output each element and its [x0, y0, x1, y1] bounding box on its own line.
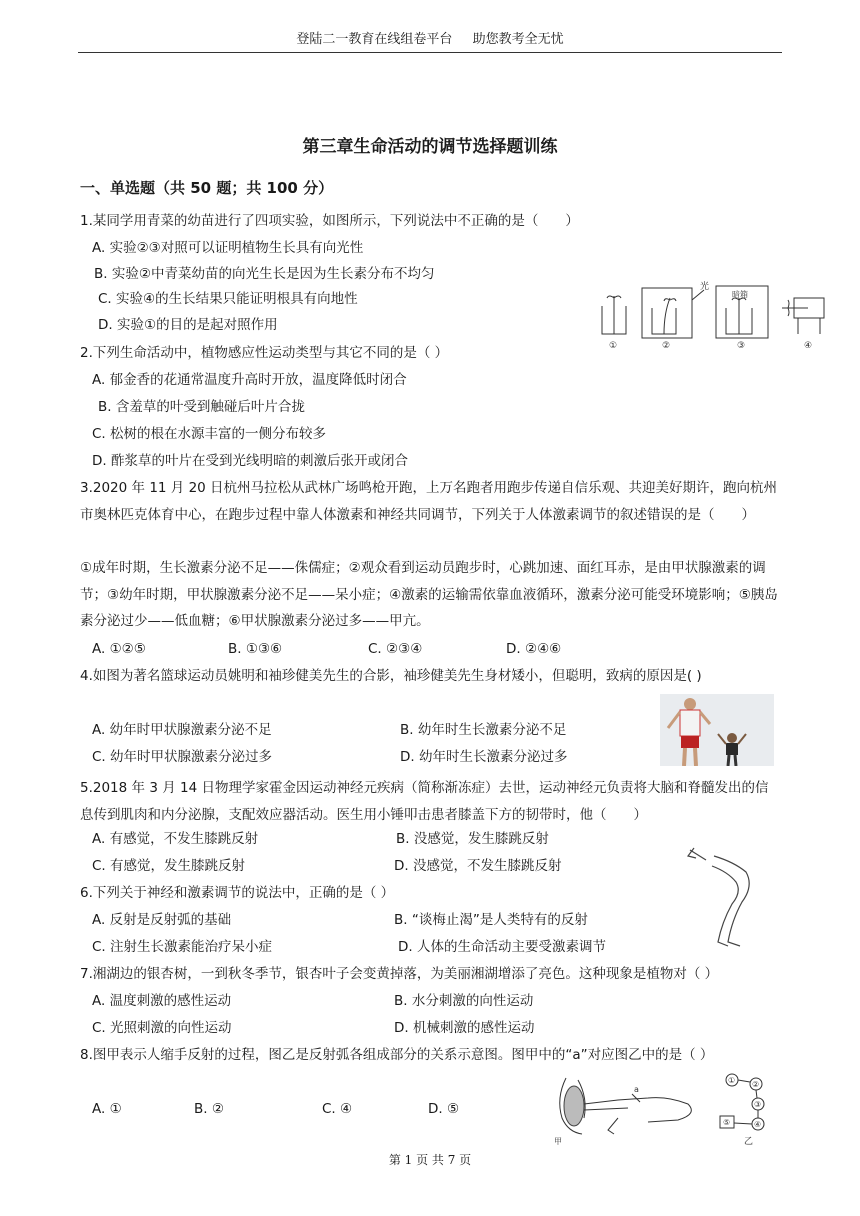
- page-footer: 第 1 页 共 7 页: [388, 1153, 472, 1167]
- q3-option-c[interactable]: C. ②③④: [368, 641, 423, 657]
- q1-stem: 1.某同学用青菜的幼苗进行了四项实验，如图所示，下列说法中不正确的是（ ）: [80, 213, 579, 229]
- q8-fig-label-3: ③: [754, 1100, 762, 1109]
- q5-option-d[interactable]: D. 没感觉，不发生膝跳反射: [394, 858, 562, 874]
- q5-stem: 5.2018 年 3 月 14 日物理学家霍金因运动神经元疾病（简称渐冻症）去世，运动神经元负责将大脑和脊髓发出的信息传到肌肉和内分泌腺，支配效应器活动。医生用小锤叩击患者膝盖下方的韧带时，他（ ）: [80, 780, 769, 823]
- platform-slogan: 助您教考全无忧: [472, 32, 564, 47]
- q6-option-a[interactable]: A. 反射是反射弧的基础: [92, 912, 232, 928]
- q1-option-c[interactable]: C. 实验④的生长结果只能证明根具有向地性: [98, 291, 358, 307]
- q1-seedling-figure: [596, 278, 834, 352]
- q5-knee-figure: [684, 842, 760, 950]
- q8-fig-label-5: ⑤: [723, 1118, 731, 1127]
- q4-stem: 4.如图为著名篮球运动员姚明和袖珍健美先生的合影，袖珍健美先生身材矮小，但聪明，致病的原因是( ): [80, 668, 702, 684]
- q5-option-b[interactable]: B. 没感觉，发生膝跳反射: [396, 831, 549, 847]
- q4-option-a[interactable]: A. 幼年时甲状腺激素分泌不足: [92, 722, 272, 738]
- q1-fig-label-2: ②: [662, 341, 671, 351]
- q3-option-b[interactable]: B. ①③⑥: [228, 641, 283, 657]
- q6-option-d[interactable]: D. 人体的生命活动主要受激素调节: [398, 939, 606, 955]
- section-heading: 一、单选题（共 50 题；共 100 分）: [80, 179, 334, 197]
- q2-option-d[interactable]: D. 酢浆草的叶片在受到光线明暗的刺激后张开或闭合: [92, 453, 408, 469]
- q7-option-b[interactable]: B. 水分刺激的向性运动: [394, 993, 534, 1009]
- q8-reflex-figure: [548, 1068, 776, 1146]
- q1-option-a[interactable]: A. 实验②③对照可以证明植物生长具有向光性: [92, 240, 364, 256]
- q7-stem: 7.湘湖边的银杏树，一到秋冬季节，银杏叶子会变黄掉落，为美丽湘湖增添了亮色。这种现象是植物对（ ）: [80, 966, 719, 982]
- q3-body: ①成年时期，生长激素分泌不足——侏儒症；②观众看到运动员跑步时，心跳加速、面红耳赤，是由甲状腺激素的调节；③幼年时期，甲状腺激素分泌不足——呆小症；④激素的运输需依靠血液循环，激素分泌可能受环境影响；⑤胰岛素分泌过少——低血糖；⑥甲状腺激素分泌过多——甲亢。: [80, 560, 778, 629]
- q4-option-b[interactable]: B. 幼年时生长激素分泌不足: [400, 722, 567, 738]
- q1-fig-label-3: ③: [737, 341, 746, 351]
- q7-option-c[interactable]: C. 光照刺激的向性运动: [92, 1020, 232, 1036]
- q8-stem: 8.图甲表示人缩手反射的过程，图乙是反射弧各组成部分的关系示意图。图甲中的“a”对应图乙中的是（ ）: [80, 1047, 714, 1063]
- q6-stem: 6.下列关于神经和激素调节的说法中，正确的是（ ）: [80, 885, 395, 901]
- q8-fig-label-yi: 乙: [744, 1137, 754, 1146]
- q7-option-a[interactable]: A. 温度刺激的感性运动: [92, 993, 232, 1009]
- q8-option-d[interactable]: D. ⑤: [428, 1101, 460, 1117]
- q5-option-c[interactable]: C. 有感觉，发生膝跳反射: [92, 858, 246, 874]
- q8-option-b[interactable]: B. ②: [194, 1101, 224, 1117]
- q3-stem: 3.2020 年 11 月 20 日杭州马拉松从武林广场鸣枪开跑，上万名跑者用跑步传递自信乐观、共迎美好期许，跑向杭州市奥林匹克体育中心，在跑步过程中靠人体激素和神经共同调节，下列关于人体激素调节的叙述错误的是（ ）: [80, 480, 778, 523]
- q5-option-a[interactable]: A. 有感觉，不发生膝跳反射: [92, 831, 259, 847]
- q8-fig-label-4: ④: [754, 1120, 762, 1129]
- q4-option-c[interactable]: C. 幼年时甲状腺激素分泌过多: [92, 749, 273, 765]
- page-header: [78, 30, 782, 53]
- q2-stem: 2.下列生命活动中，植物感应性运动类型与其它不同的是（ ）: [80, 345, 449, 361]
- q1-option-b[interactable]: B. 实验②中青菜幼苗的向光生长是因为生长素分布不均匀: [94, 266, 435, 282]
- q1-fig-label-1: ①: [609, 341, 618, 351]
- q1-fig-box-label: 暗箱: [732, 290, 748, 299]
- q4-photo: [660, 694, 774, 766]
- q1-fig-label-4: ④: [804, 341, 813, 351]
- q8-fig-label-a: a: [634, 1085, 639, 1094]
- platform-name: 登陆二一教育在线组卷平台: [296, 32, 453, 47]
- q2-option-c[interactable]: C. 松树的根在水源丰富的一侧分布较多: [92, 426, 327, 442]
- q2-option-b[interactable]: B. 含羞草的叶受到触碰后叶片合拢: [98, 399, 305, 415]
- q2-option-a[interactable]: A. 郁金香的花通常温度升高时开放，温度降低时闭合: [92, 372, 407, 388]
- q4-option-d[interactable]: D. 幼年时生长激素分泌过多: [400, 749, 568, 765]
- q1-option-d[interactable]: D. 实验①的目的是起对照作用: [98, 317, 278, 333]
- q8-fig-label-jia: 甲: [554, 1137, 562, 1146]
- q6-option-b[interactable]: B. “谈梅止渴”是人类特有的反射: [394, 912, 588, 928]
- q3-option-a[interactable]: A. ①②⑤: [92, 641, 146, 657]
- q8-fig-label-1: ①: [728, 1076, 736, 1085]
- q8-fig-label-2: ②: [752, 1080, 760, 1089]
- q1-fig-light-label: 光: [700, 282, 710, 292]
- q3-option-d[interactable]: D. ②④⑥: [506, 641, 562, 657]
- q8-option-c[interactable]: C. ④: [322, 1101, 353, 1117]
- q6-option-c[interactable]: C. 注射生长激素能治疗呆小症: [92, 939, 273, 955]
- q8-option-a[interactable]: A. ①: [92, 1101, 122, 1117]
- page-title: 第三章生命活动的调节选择题训练: [302, 137, 558, 157]
- q7-option-d[interactable]: D. 机械刺激的感性运动: [394, 1020, 535, 1036]
